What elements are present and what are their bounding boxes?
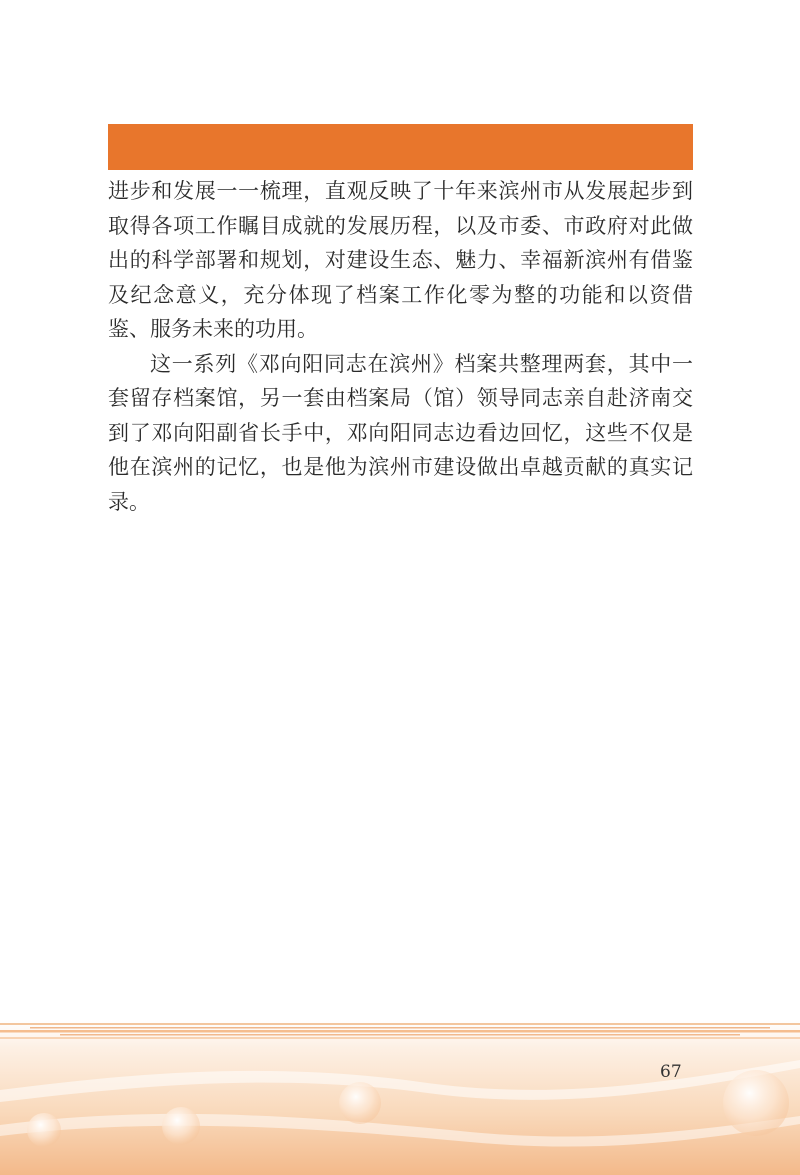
paragraph-1: 进步和发展一一梳理，直观反映了十年来滨州市从发展起步到取得各项工作瞩目成就的发展历程，以及市委、市政府对此做出的科学部署和规划，对建设生态、魅力、幸福新滨州有借鉴及纪念意义，充分体现了档案工作化零为整的功能和以资借鉴、服务未来的功用。 [108,179,693,341]
footer-decoration [0,1020,800,1175]
chapter-header-bar [108,124,693,170]
decorative-footer [0,1020,800,1175]
page-number: 67 [660,1062,682,1082]
body-text [108,174,693,519]
paragraph-2: 这一系列《邓向阳同志在滨州》档案共整理两套，其中一套留存档案馆，另一套由档案局（馆）领导同志亲自赴济南交到了邓向阳副省长手中，邓向阳同志边看边回忆，这些不仅是他在滨州的记忆，也是他为滨州市建设做出卓越贡献的真实记录。 [108,351,693,514]
